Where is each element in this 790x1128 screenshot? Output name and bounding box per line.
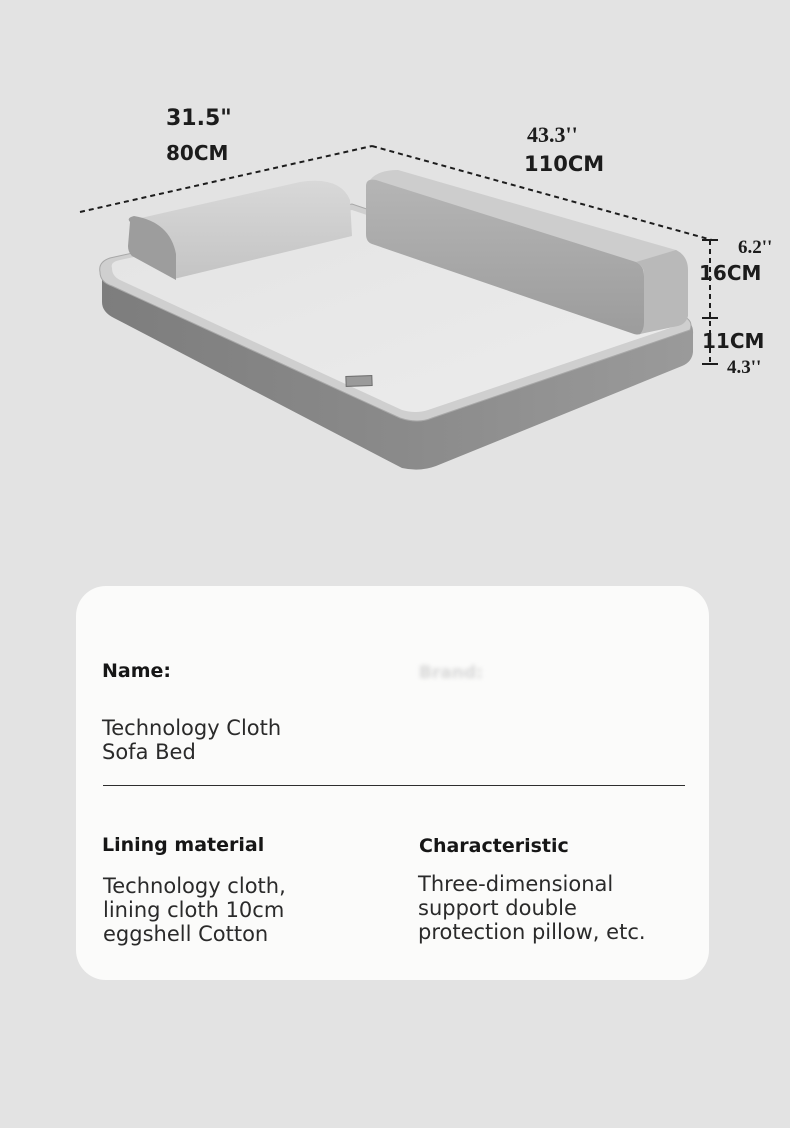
name-value-line: Technology Cloth <box>102 716 282 740</box>
lining-material-label: Lining material <box>102 834 265 856</box>
characteristic-value-line: protection pillow, etc. <box>418 920 646 944</box>
name-value <box>102 716 281 764</box>
width-cm-label: 110CM <box>524 152 605 176</box>
width-inches-label: 43.3'' <box>527 122 578 147</box>
spec-divider <box>103 785 685 786</box>
characteristic-value-line: Three-dimensional <box>418 872 614 896</box>
pillow-height-cm-label: 16CM <box>699 261 762 285</box>
sofa-bed-drawing <box>0 0 790 560</box>
depth-cm-label: 80CM <box>166 141 229 165</box>
characteristic-value <box>418 872 646 944</box>
base-height-cm-label: 11CM <box>702 329 765 353</box>
pillow-height-inches-label: 6.2'' <box>738 237 773 258</box>
spec-card <box>76 586 709 980</box>
characteristic-label: Characteristic <box>419 835 569 857</box>
depth-inches-label: 31.5" <box>166 106 232 131</box>
lining-material-value <box>103 874 286 946</box>
name-value-line: Sofa Bed <box>102 740 196 764</box>
brand-tag-icon <box>346 376 372 387</box>
lining-value-line: lining cloth 10cm <box>103 898 285 922</box>
characteristic-value-line: support double <box>418 896 577 920</box>
brand-label: Brand: <box>419 663 483 683</box>
lining-value-line: eggshell Cotton <box>103 922 269 946</box>
product-illustration <box>0 0 790 560</box>
base-height-inches-label: 4.3'' <box>727 357 762 378</box>
lining-value-line: Technology cloth, <box>103 874 286 898</box>
name-label: Name: <box>102 660 172 682</box>
